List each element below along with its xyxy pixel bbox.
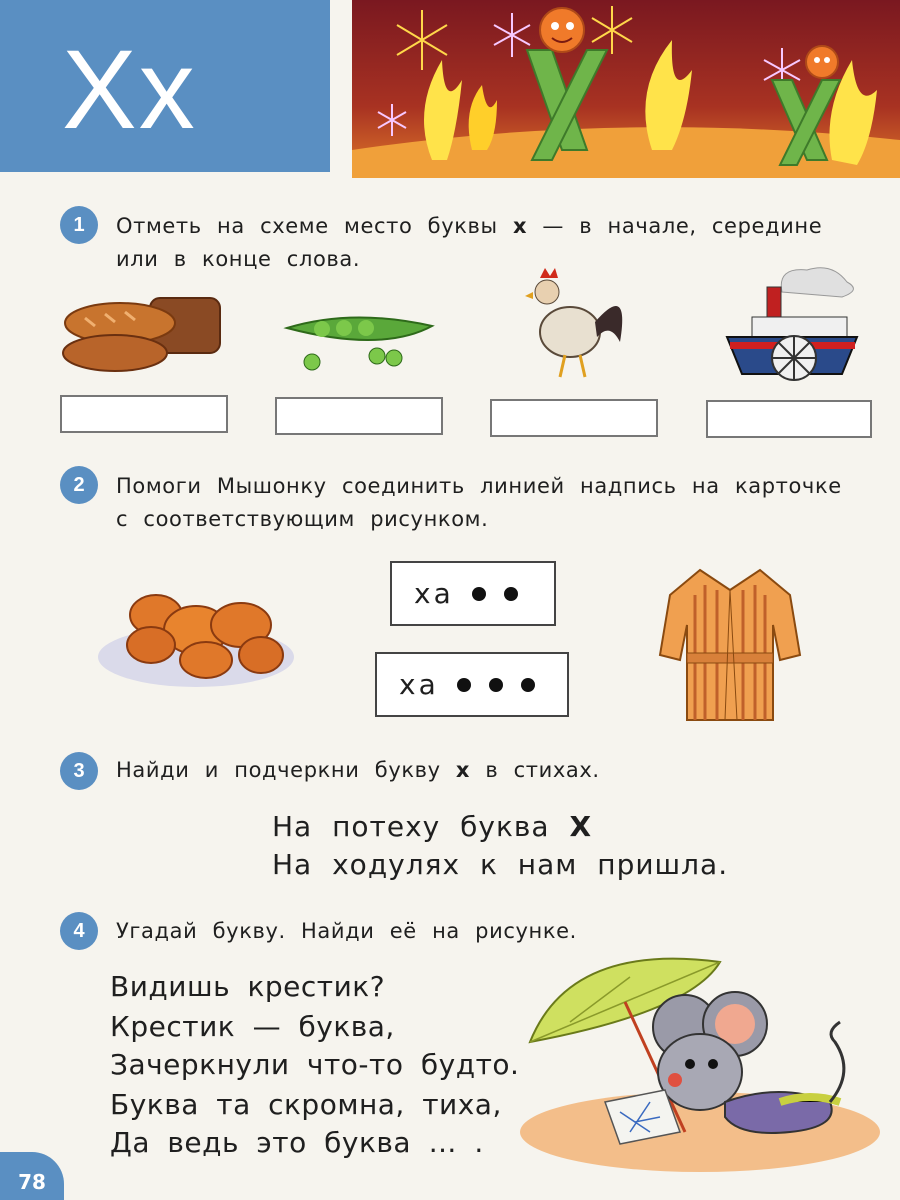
task-1-text-a: Отметь на схеме место буквы [116,214,513,238]
riddle-line: Крестик — буква, [110,1010,395,1043]
answer-box-steamship[interactable] [706,400,872,438]
riddle-line: Зачеркнули что-то будто. [110,1048,520,1081]
page-number: 78 [0,1152,64,1200]
task-3-text-a: Найди и подчеркни букву [116,758,456,782]
task-2-text-line2: с соответствующим рисунком. [116,507,489,531]
bread-icon [60,288,230,378]
poem-line-1-text: На потеху буква [272,810,570,843]
poem-line-2: На ходулях к нам пришла. [272,848,729,881]
riddle-line: Да ведь это буква … . [110,1126,484,1159]
poem-line-1 [272,810,592,843]
task-3-number: 3 [60,752,98,790]
task-4-instruction: Угадай букву. Найди её на рисунке. [116,919,577,943]
mouse-with-umbrella-illustration [510,952,880,1174]
task-2-instruction [116,470,886,536]
letter-header-box [0,0,330,172]
task-3-letter: х [455,758,471,782]
task-2-number: 2 [60,466,98,504]
challah-bread-icon [96,585,296,690]
task-1-letter: х [512,214,528,238]
word-card-long[interactable] [375,652,569,717]
peas-icon [282,298,442,378]
task-3-text-b: в стихах. [470,758,600,782]
word-card-short-text: ха [414,577,454,610]
letter-dot [457,678,471,692]
task-1-number: 1 [60,206,98,244]
task-2-text-line1: Помоги Мышонку соединить линией надпись на карточке [116,474,842,498]
answer-box-peas[interactable] [275,397,443,435]
letter-dot [472,587,486,601]
task-3-instruction [116,754,816,787]
page-title: Xx [62,27,197,152]
riddle-line: Видишь крестик? [110,970,386,1003]
riddle-line: Буква та скромна, тиха, [110,1088,502,1121]
fireworks-illustration [352,0,900,178]
letter-dot [489,678,503,692]
letter-dot [504,587,518,601]
task-1-text-line2: или в конце слова. [116,247,361,271]
robe-icon [655,565,805,725]
steamship-icon [722,262,862,387]
answer-box-rooster[interactable] [490,399,658,437]
word-card-short[interactable] [390,561,556,626]
poem-letter: Х [569,810,593,843]
answer-box-bread[interactable] [60,395,228,433]
letter-dot [521,678,535,692]
rooster-icon [525,262,635,382]
word-card-long-text: ха [399,668,439,701]
task-1-text-b: — в начале, середине [527,214,823,238]
task-4-number: 4 [60,912,98,950]
